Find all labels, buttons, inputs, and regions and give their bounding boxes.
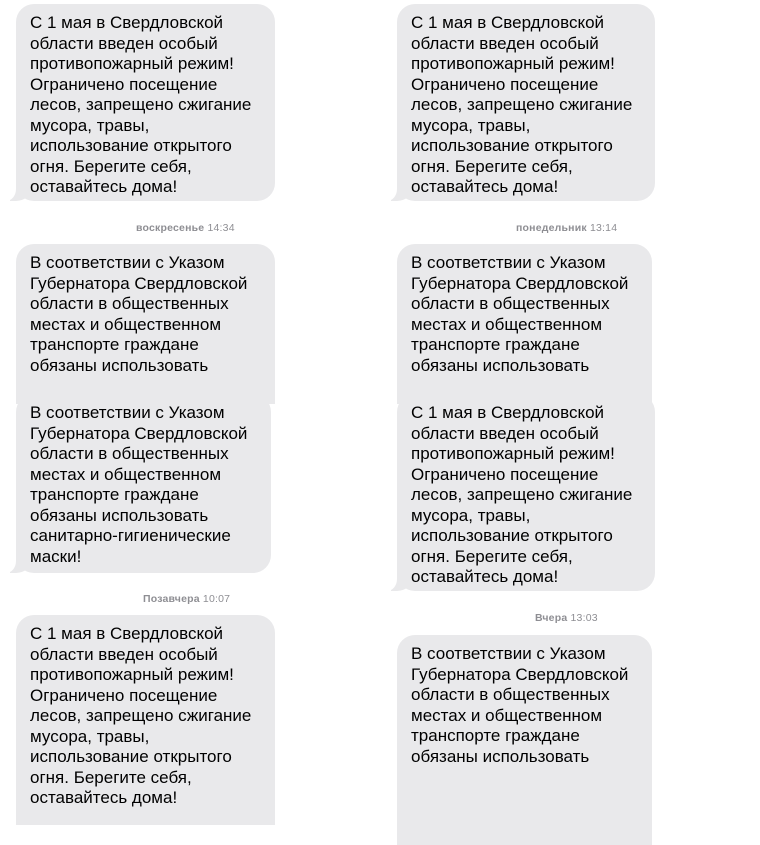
message-bubble[interactable] [397,4,655,201]
message-text: В соответствии с Указом Губернатора Свердловской области в общественных местах и общественном транспорте граждане обязаны использовать [397,635,652,845]
message-bubble[interactable] [16,4,275,201]
message-text: С 1 мая в Свердловской области введен особый противопожарный режим! Ограничено посещение лесов, запрещено сжигание мусора, травы, использование открытого огня. Берегите себя, оставайтесь дома! [16,4,275,201]
timestamp-day: воскресенье [136,222,205,234]
message-bubble-cropped[interactable] [397,244,652,377]
timestamp-day: Позавчера [143,593,200,605]
timestamp [143,593,230,605]
timestamp-time: 10:07 [202,593,231,605]
timestamp-time: 13:14 [589,222,618,234]
message-text: В соответствии с Указом Губернатора Свердловской области в общественных местах и общественном транспорте граждане обязаны использовать санитарно-гигиенические маски! [16,394,271,573]
timestamp-time: 14:34 [207,222,235,234]
timestamp-day: понедельник [516,222,587,234]
timestamp-time: 13:03 [570,612,598,624]
message-text: С 1 мая в Свердловской области введен особый противопожарный режим! Ограничено посещение лесов, запрещено сжигание мусора, травы, использование открытого огня. Берегите себя, оставайтесь дома! [397,4,655,201]
message-bubble-cropped[interactable] [16,244,275,377]
message-text: С 1 мая в Свердловской области введен особый противопожарный режим! Ограничено посещение лесов, запрещено сжигание мусора, травы, использование открытого огня. Берегите себя, оставайтесь дома! [397,394,655,591]
message-text: С 1 мая в Свердловской области введен особый противопожарный режим! Ограничено посещение лесов, запрещено сжигание мусора, травы, использование открытого огня. Берегите себя, оставайтесь дома! [16,615,275,825]
conversation-right [380,0,760,766]
message-bubble-cropped[interactable] [397,635,652,766]
message-bubble[interactable] [397,394,655,591]
timestamp [516,222,617,234]
message-bubble[interactable] [16,394,271,573]
message-text: В соответствии с Указом Губернатора Свердловской области в общественных местах и общественном транспорте граждане обязаны использовать [397,244,652,404]
message-bubble-cropped[interactable] [16,615,275,807]
timestamp [136,222,235,234]
timestamp [535,612,598,624]
conversation-left [0,0,380,807]
timestamp-day: Вчера [535,612,568,624]
message-text: В соответствии с Указом Губернатора Свердловской области в общественных местах и общественном транспорте граждане обязаны использовать [16,244,275,404]
